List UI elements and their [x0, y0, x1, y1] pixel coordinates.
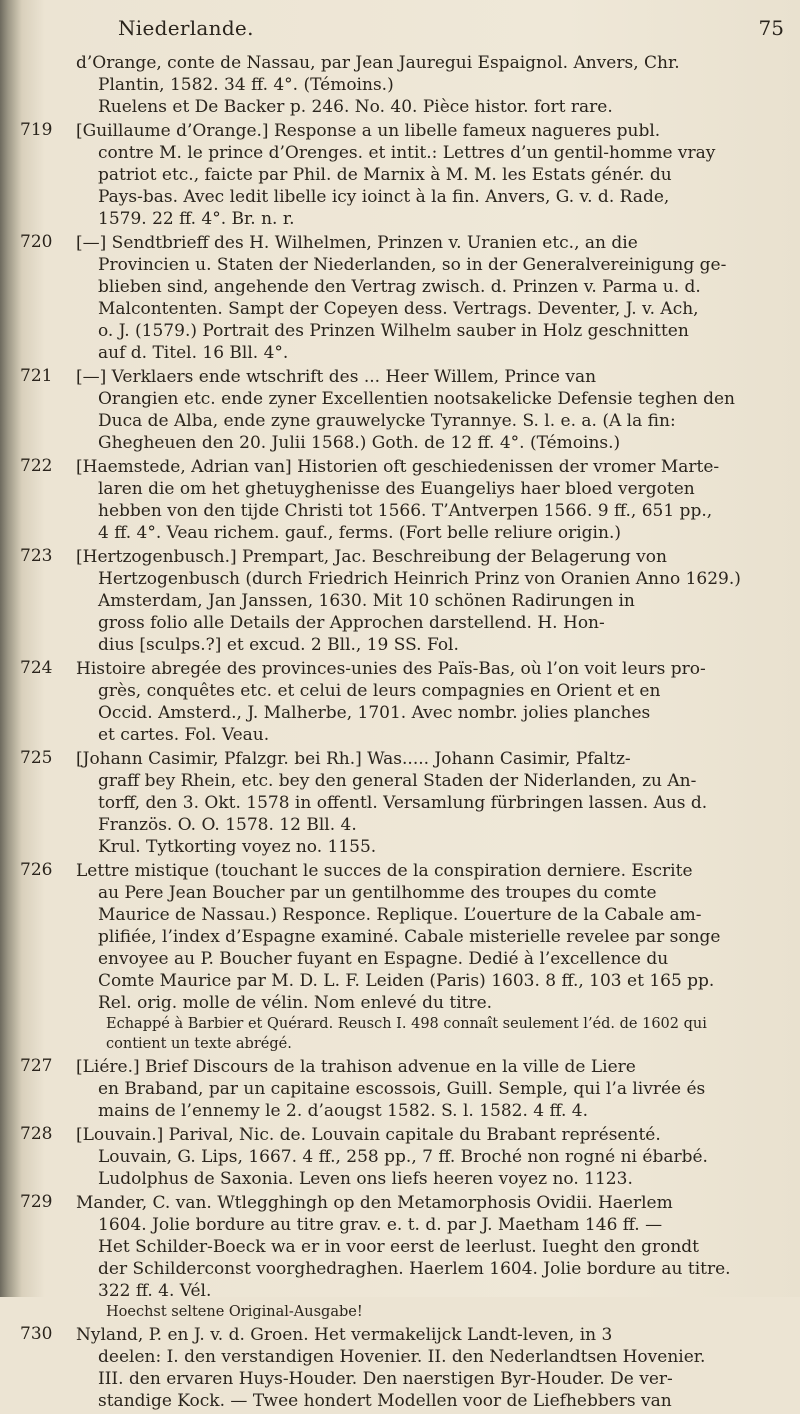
entry-line: Französ. O. O. 1578. 12 Bll. 4. — [98, 815, 357, 835]
entry-line: 4 ff. 4°. Veau richem. gauf., ferms. (Fort belle reliure origin.) — [98, 523, 621, 543]
entry-number: 723 — [20, 546, 53, 566]
entry-line: Provincien u. Staten der Niederlanden, so in der Generalvereinigung ge- — [98, 255, 727, 275]
entry-line: hebben von den tijde Christi tot 1566. T’Antverpen 1566. 9 ff., 651 pp., — [98, 501, 713, 521]
entry-line: Pays-bas. Avec ledit libelle icy ioinct à la fin. Anvers, G. v. d. Rade, — [98, 187, 670, 207]
catalog-entry — [0, 748, 800, 858]
catalog-entry — [0, 860, 800, 1054]
entry-line: [Guillaume d’Orange.] Response a un libelle fameux nagueres publ. — [76, 121, 661, 141]
entry-number: 725 — [20, 748, 53, 768]
entry-line: Plantin, 1582. 34 ff. 4°. (Témoins.) — [98, 75, 394, 95]
entry-note: Echappé à Barbier et Quérard. Reusch I. 498 connaît seulement l’éd. de 1602 qui — [106, 1016, 707, 1032]
entry-number: 729 — [20, 1192, 53, 1212]
entry-line: [Haemstede, Adrian van] Historien oft geschiedenissen der vromer Marte- — [76, 457, 720, 477]
catalog-entry — [0, 52, 800, 118]
entry-line: Rel. orig. molle de vélin. Nom enlevé du titre. — [98, 993, 493, 1013]
entry-number: 724 — [20, 658, 53, 678]
entry-line: en Braband, par un capitaine escossois, Guill. Semple, qui l’a livrée és — [98, 1079, 706, 1099]
entry-line: III. den ervaren Huys-Houder. Den naerstigen Byr-Houder. De ver- — [98, 1369, 673, 1389]
entry-line: Het Schilder-Boeck wa er in voor eerst de leerlust. Iueght den grondt — [98, 1237, 699, 1257]
entry-line: d’Orange, conte de Nassau, par Jean Jauregui Espaignol. Anvers, Chr. — [76, 53, 680, 73]
entry-line: gross folio alle Details der Approchen darstellend. H. Hon- — [98, 613, 605, 633]
entry-line: mains de l’ennemy le 2. d’aougst 1582. S. l. 1582. 4 ff. 4. — [98, 1101, 589, 1121]
entry-line: Duca de Alba, ende zyne grauwelycke Tyrannye. S. l. e. a. (A la fin: — [98, 411, 676, 431]
entry-number: 720 — [20, 232, 53, 252]
entry-line: blieben sind, angehende den Vertrag zwisch. d. Prinzen v. Parma u. d. — [98, 277, 701, 297]
entry-line: der Schilderconst voorghedraghen. Haerlem 1604. Jolie bordure au titre. — [98, 1259, 731, 1279]
catalog-entry — [0, 658, 800, 746]
catalog-entry — [0, 366, 800, 454]
entry-line: Louvain, G. Lips, 1667. 4 ff., 258 pp., 7 ff. Broché non rogné ni ébarbé. — [98, 1147, 708, 1167]
entry-line: Histoire abregée des provinces-unies des Païs-Bas, où l’on voit leurs pro- — [76, 659, 706, 679]
entry-line: Nyland, P. en J. v. d. Groen. Het vermakelijck Landt-leven, in 3 — [76, 1325, 613, 1345]
entry-line: 1579. 22 ff. 4°. Br. n. r. — [98, 209, 295, 229]
catalog-entry — [0, 1056, 800, 1122]
entry-line: envoyee au P. Boucher fuyant en Espagne. Dedié à l’excellence du — [98, 949, 669, 969]
catalog-entry — [0, 232, 800, 364]
entry-number: 730 — [20, 1324, 53, 1344]
entry-line: laren die om het ghetuyghenisse des Euangeliys haer bloed vergoten — [98, 479, 695, 499]
entry-line: [Louvain.] Parival, Nic. de. Louvain capitale du Brabant représenté. — [76, 1125, 661, 1145]
catalog-entry — [0, 546, 800, 656]
entry-line: dius [sculps.?] et excud. 2 Bll., 19 SS. Fol. — [98, 635, 459, 655]
entry-line: auf d. Titel. 16 Bll. 4°. — [98, 343, 289, 363]
entry-line: patriot etc., faicte par Phil. de Marnix à M. M. les Estats génér. du — [98, 165, 672, 185]
entry-line: o. J. (1579.) Portrait des Prinzen Wilhelm sauber in Holz geschnitten — [98, 321, 689, 341]
entry-line: Mander, C. van. Wtlegghingh op den Metamorphosis Ovidii. Haerlem — [76, 1193, 673, 1213]
entry-line: Maurice de Nassau.) Responce. Replique. L’ouerture de la Cabale am- — [98, 905, 702, 925]
entry-line: Krul. Tytkorting voyez no. 1155. — [98, 837, 377, 857]
entry-number: 719 — [20, 120, 53, 140]
entry-line: Hertzogenbusch (durch Friedrich Heinrich Prinz von Oranien Anno 1629.) — [98, 569, 741, 589]
entry-line: standige Kock. — Twee hondert Modellen voor de Liefhebbers van — [98, 1391, 672, 1411]
entry-line: Orangien etc. ende zyner Excellentien nootsakelicke Defensie teghen den — [98, 389, 735, 409]
catalog-entries — [0, 52, 800, 1414]
entry-number: 721 — [20, 366, 53, 386]
running-title: Niederlande. — [118, 16, 254, 40]
entry-line: [Liére.] Brief Discours de la trahison advenue en la ville de Liere — [76, 1057, 636, 1077]
entry-note: contient un texte abrégé. — [106, 1036, 292, 1052]
page-number: 75 — [758, 16, 784, 40]
entry-number: 726 — [20, 860, 53, 880]
entry-line: Ghegheuen den 20. Julii 1568.) Goth. de 12 ff. 4°. (Témoins.) — [98, 433, 621, 453]
entry-line: au Pere Jean Boucher par un gentilhomme des troupes du comte — [98, 883, 657, 903]
entry-line: graff bey Rhein, etc. bey den general Staden der Niderlanden, zu An- — [98, 771, 697, 791]
entry-line: [—] Verklaers ende wtschrift des ... Heer Willem, Prince van — [76, 367, 597, 387]
entry-line: 1604. Jolie bordure au titre grav. e. t. d. par J. Maetham 146 ff. — — [98, 1215, 663, 1235]
entry-line: Ludolphus de Saxonia. Leven ons liefs heeren voyez no. 1123. — [98, 1169, 633, 1189]
entry-number: 728 — [20, 1124, 53, 1144]
catalog-entry — [0, 1124, 800, 1190]
entry-line: contre M. le prince d’Orenges. et intit.: Lettres d’un gentil-homme vray — [98, 143, 716, 163]
catalog-entry — [0, 456, 800, 544]
entry-line: Malcontenten. Sampt der Copeyen dess. Vertrags. Deventer, J. v. Ach, — [98, 299, 699, 319]
catalog-entry — [0, 120, 800, 230]
entry-line: 322 ff. 4. Vél. — [98, 1281, 212, 1301]
page-header — [0, 16, 800, 46]
catalog-entry — [0, 1192, 800, 1322]
entry-number: 722 — [20, 456, 53, 476]
entry-line: Amsterdam, Jan Janssen, 1630. Mit 10 schönen Radirungen in — [98, 591, 635, 611]
entry-line: Lettre mistique (touchant le succes de la conspiration derniere. Escrite — [76, 861, 693, 881]
entry-number: 727 — [20, 1056, 53, 1076]
entry-line: deelen: I. den verstandigen Hovenier. II. den Nederlandtsen Hovenier. — [98, 1347, 706, 1367]
entry-line: et cartes. Fol. Veau. — [98, 725, 270, 745]
entry-line: grès, conquêtes etc. et celui de leurs compagnies en Orient et en — [98, 681, 661, 701]
catalog-entry — [0, 1324, 800, 1412]
entry-note: Hoechst seltene Original-Ausgabe! — [106, 1304, 363, 1320]
entry-line: Ruelens et De Backer p. 246. No. 40. Pièce histor. fort rare. — [98, 97, 613, 117]
entry-line: Occid. Amsterd., J. Malherbe, 1701. Avec nombr. jolies planches — [98, 703, 651, 723]
entry-line: plifiée, l’index d’Espagne examiné. Cabale misterielle revelee par songe — [98, 927, 721, 947]
entry-line: [Johann Casimir, Pfalzgr. bei Rh.] Was..... Johann Casimir, Pfaltz- — [76, 749, 631, 769]
entry-line: Comte Maurice par M. D. L. F. Leiden (Paris) 1603. 8 ff., 103 et 165 pp. — [98, 971, 715, 991]
entry-line: [Hertzogenbusch.] Prempart, Jac. Beschreibung der Belagerung von — [76, 547, 667, 567]
entry-line: [—] Sendtbrieff des H. Wilhelmen, Prinzen v. Uranien etc., an die — [76, 233, 638, 253]
entry-line: torff, den 3. Okt. 1578 in offentl. Versamlung fürbringen lassen. Aus d. — [98, 793, 708, 813]
